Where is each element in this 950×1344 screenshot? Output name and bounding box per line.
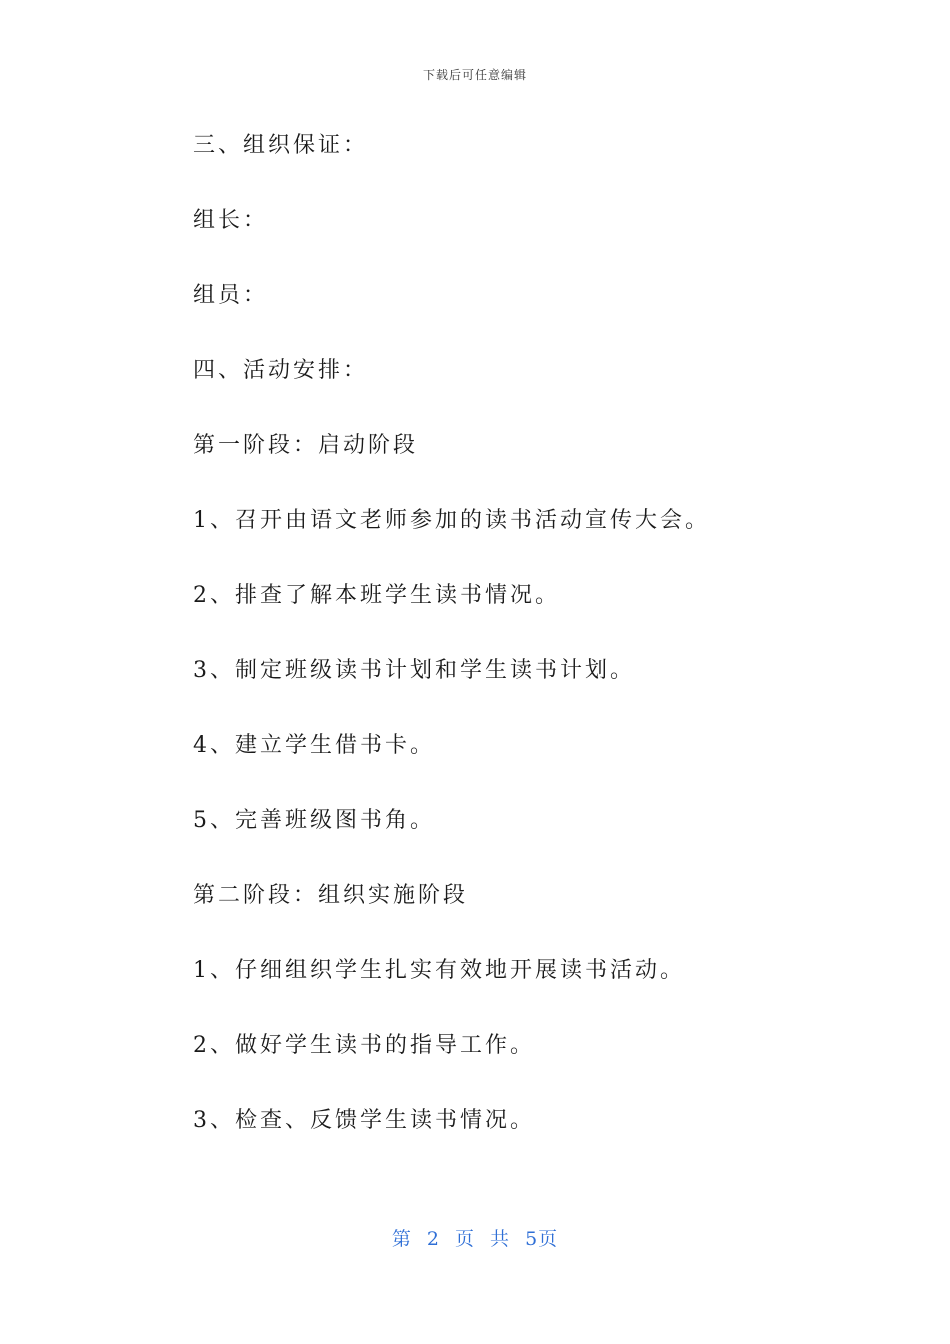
stage-two-item-2: 2、做好学生读书的指导工作。 (193, 1033, 535, 1058)
stage-one-item-2: 2、排查了解本班学生读书情况。 (193, 583, 560, 608)
page-number: 第 2 页 共 5页 (391, 1228, 559, 1250)
stage-two-item-3: 3、检查、反馈学生读书情况。 (193, 1108, 535, 1133)
document-body (193, 127, 853, 1177)
stage-one-heading: 第一阶段：启动阶段 (193, 433, 419, 458)
team-members-line: 组员： (193, 283, 269, 308)
stage-two-heading: 第二阶段：组织实施阶段 (193, 883, 469, 908)
team-leader-line: 组长： (193, 208, 269, 233)
stage-one-item-5: 5、完善班级图书角。 (193, 808, 435, 833)
header-note: 下载后可任意编辑 (422, 68, 527, 82)
section-heading-organization: 三、组织保证： (193, 133, 369, 158)
stage-one-item-3: 3、制定班级读书计划和学生读书计划。 (193, 658, 635, 683)
stage-one-item-4: 4、建立学生借书卡。 (193, 733, 435, 758)
stage-one-item-1: 1、召开由语文老师参加的读书活动宣传大会。 (193, 508, 710, 533)
stage-two-item-1: 1、仔细组织学生扎实有效地开展读书活动。 (193, 958, 685, 983)
section-heading-activities: 四、活动安排： (193, 358, 369, 383)
